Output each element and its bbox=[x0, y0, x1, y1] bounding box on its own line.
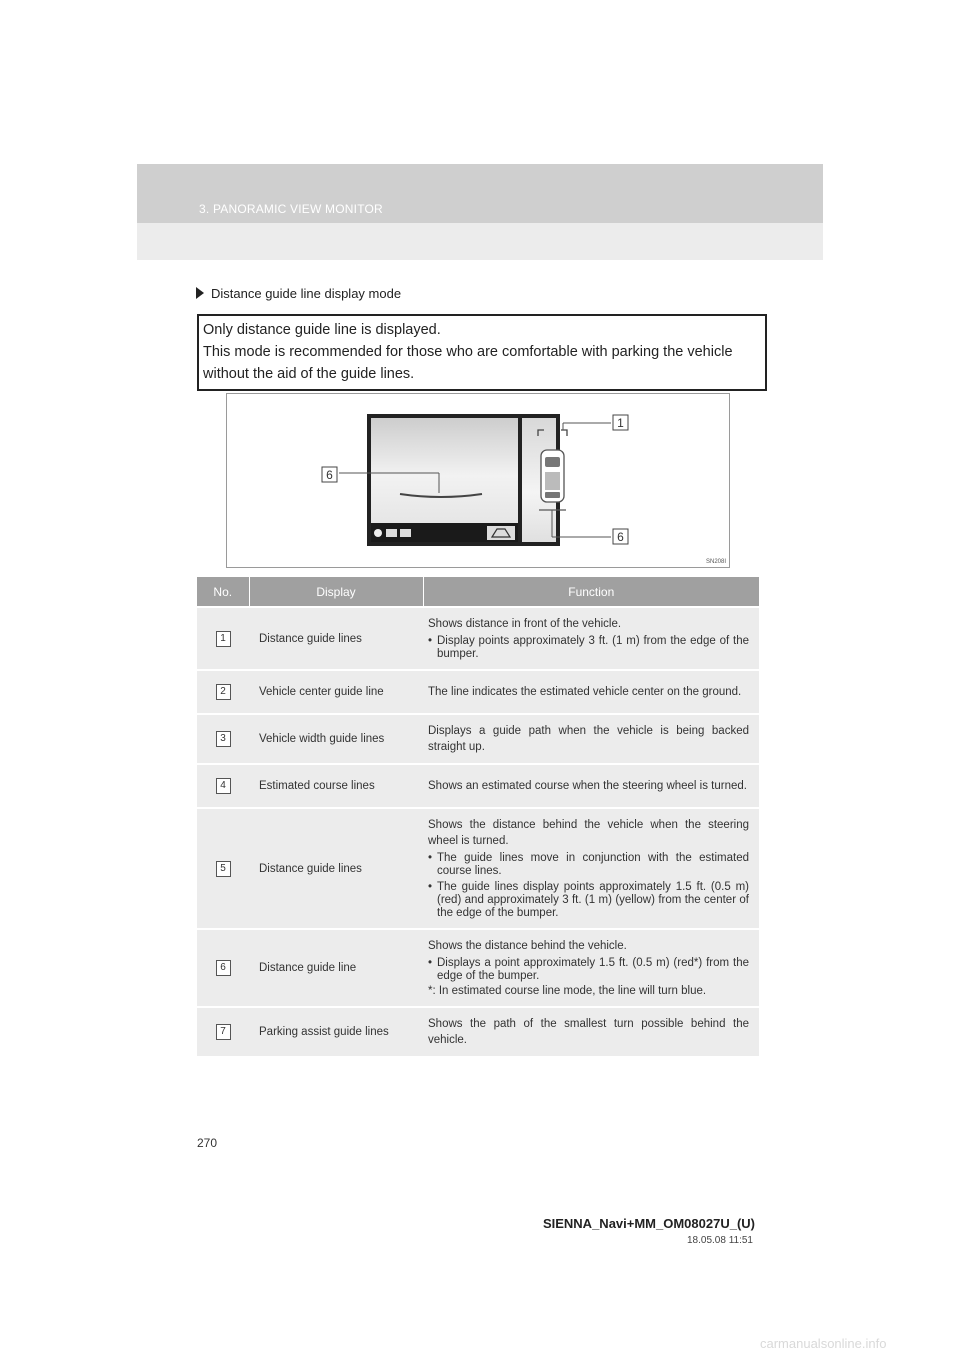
function-cell: Displays a guide path when the vehicle is being backed straight up. bbox=[423, 714, 759, 764]
section-title: 3. PANORAMIC VIEW MONITOR bbox=[199, 202, 383, 216]
guide-lines-table bbox=[197, 577, 759, 1056]
monitor-illustration bbox=[226, 393, 730, 568]
table-row bbox=[197, 670, 759, 714]
row-number-box: 1 bbox=[216, 631, 231, 647]
function-bullet: • The guide lines move in conjunction with the estimated course lines. bbox=[428, 852, 749, 878]
vehicle-roof bbox=[545, 472, 560, 490]
function-cell bbox=[423, 808, 759, 929]
function-cell: Shows an estimated course when the steering wheel is turned. bbox=[423, 764, 759, 808]
callout-label: 6 bbox=[326, 468, 333, 482]
table-row bbox=[197, 714, 759, 764]
view-switch-icon bbox=[400, 529, 411, 537]
display-cell: Vehicle center guide line bbox=[249, 670, 423, 714]
footnote: *: In estimated course line mode, the line will turn blue. bbox=[428, 985, 707, 997]
vehicle-rear-window bbox=[545, 492, 560, 498]
front-guide-bracket bbox=[561, 430, 567, 436]
display-cell: Distance guide line bbox=[249, 929, 423, 1007]
function-bullet: • Displays a point approximately 1.5 ft. (0.5 m) (red*) from the edge of the bumper. bbox=[428, 957, 749, 983]
table-header-row bbox=[197, 577, 759, 607]
table-row bbox=[197, 1007, 759, 1056]
function-cell: The line indicates the estimated vehicle center on the ground. bbox=[423, 670, 759, 714]
figure-code: SN208I bbox=[705, 559, 726, 565]
note-box bbox=[197, 314, 767, 391]
note-line: This mode is recommended for those who are comfortable with parking the vehicle bbox=[203, 344, 733, 360]
note-line: Only distance guide line is displayed. bbox=[203, 322, 441, 338]
document-date: 18.05.08 11:51 bbox=[687, 1235, 753, 1246]
display-cell: Estimated course lines bbox=[249, 764, 423, 808]
row-number-box: 4 bbox=[216, 778, 231, 794]
subheading-text: Distance guide line display mode bbox=[211, 286, 402, 301]
function-bullet: • Display points approximately 3 ft. (1 m) from the edge of the bumper. bbox=[428, 635, 749, 661]
display-cell: Parking assist guide lines bbox=[249, 1007, 423, 1056]
document-id: SIENNA_Navi+MM_OM08027U_(U) bbox=[542, 1216, 755, 1231]
function-text: Shows the distance behind the vehicle. bbox=[428, 940, 627, 952]
page-number: 270 bbox=[197, 1136, 218, 1150]
column-header-no: No. bbox=[197, 577, 249, 607]
display-cell: Vehicle width guide lines bbox=[249, 714, 423, 764]
table-row bbox=[197, 607, 759, 670]
row-number-box: 2 bbox=[216, 684, 231, 700]
function-cell: Shows the path of the smallest turn possible behind the vehicle. bbox=[423, 1007, 759, 1056]
table-row bbox=[197, 929, 759, 1007]
display-cell: Distance guide lines bbox=[249, 808, 423, 929]
row-number-box: 6 bbox=[216, 960, 231, 976]
callout-label: 1 bbox=[617, 416, 624, 430]
function-cell bbox=[423, 929, 759, 1007]
note-line: without the aid of the guide lines. bbox=[203, 366, 415, 382]
column-header-display: Display bbox=[249, 577, 423, 607]
row-number-box: 7 bbox=[216, 1024, 231, 1040]
triangle-bullet-icon bbox=[196, 287, 204, 299]
display-cell: Distance guide lines bbox=[249, 607, 423, 670]
camera-switch-icon bbox=[386, 529, 397, 537]
camera-view bbox=[371, 418, 518, 523]
function-text: Shows the distance behind the vehicle when the steering wheel is turned. bbox=[428, 819, 749, 847]
subheading bbox=[196, 286, 401, 301]
row-number-box: 5 bbox=[216, 861, 231, 877]
watermark: carmanualsonline.info bbox=[760, 1336, 887, 1351]
callout-label: 6 bbox=[617, 530, 624, 544]
header-band bbox=[137, 164, 823, 223]
info-icon bbox=[374, 529, 382, 537]
page-header bbox=[137, 164, 823, 260]
monitor-screen-diagram bbox=[227, 394, 729, 567]
function-text: Shows distance in front of the vehicle. bbox=[428, 618, 622, 630]
column-header-function: Function bbox=[423, 577, 759, 607]
function-bullet: • The guide lines display points approximately 1.5 ft. (0.5 m) (red) and approximately 3 ft. (1 m) (yellow) from the center of the edge of the bumper. bbox=[428, 881, 749, 920]
vehicle-windshield bbox=[545, 457, 560, 467]
table-row bbox=[197, 808, 759, 929]
function-cell bbox=[423, 607, 759, 670]
guide-mode-button bbox=[487, 526, 515, 540]
table-row bbox=[197, 764, 759, 808]
row-number-box: 3 bbox=[216, 731, 231, 747]
